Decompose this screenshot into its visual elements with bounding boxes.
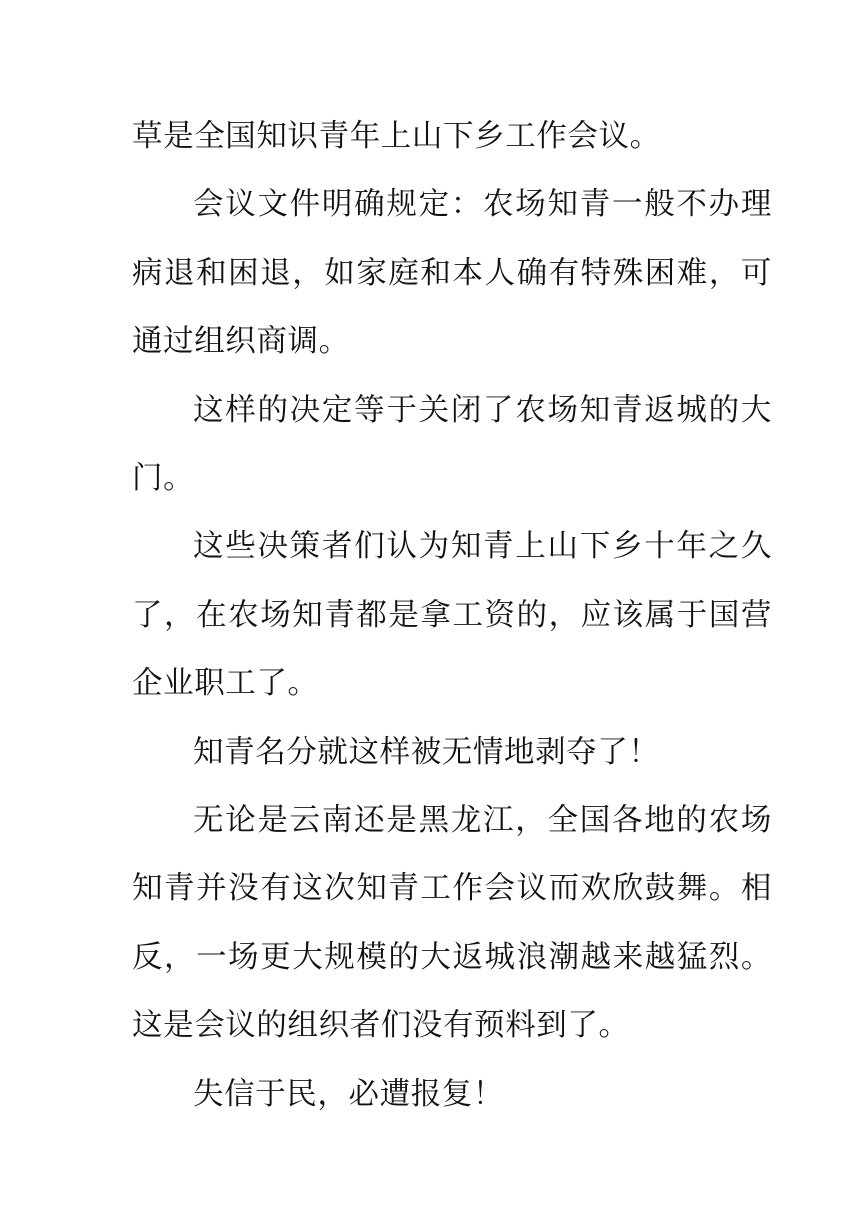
paragraph-continuation: 草是全国知识青年上山下乡工作会议。 [132,119,661,154]
paragraph-meeting-rules: 会议文件明确规定：农场知青一般不办理病退和困退，如家庭和本人确有特殊困难，可通过组织商调。 [132,187,772,360]
paragraph-decision: 这样的决定等于关闭了农场知青返城的大门。 [132,392,772,497]
paragraph-conclusion: 失信于民，必遭报复！ [193,1076,504,1112]
paragraph-status-stripped: 知青名分就这样被无情地剥夺了！ [193,734,660,770]
paragraph-decision-makers: 这些决策者们认为知青上山下乡十年之久了，在农场知青都是拿工资的，应该属于国营企业职工了。 [132,529,772,702]
document-body [132,103,772,1129]
paragraph-return-wave: 无论是云南还是黑龙江，全国各地的农场知青并没有这次知青工作会议而欢欣鼓舞。相反，一场更大规模的大返城浪潮越来越猛烈。这是会议的组织者们没有预料到了。 [132,803,772,1044]
